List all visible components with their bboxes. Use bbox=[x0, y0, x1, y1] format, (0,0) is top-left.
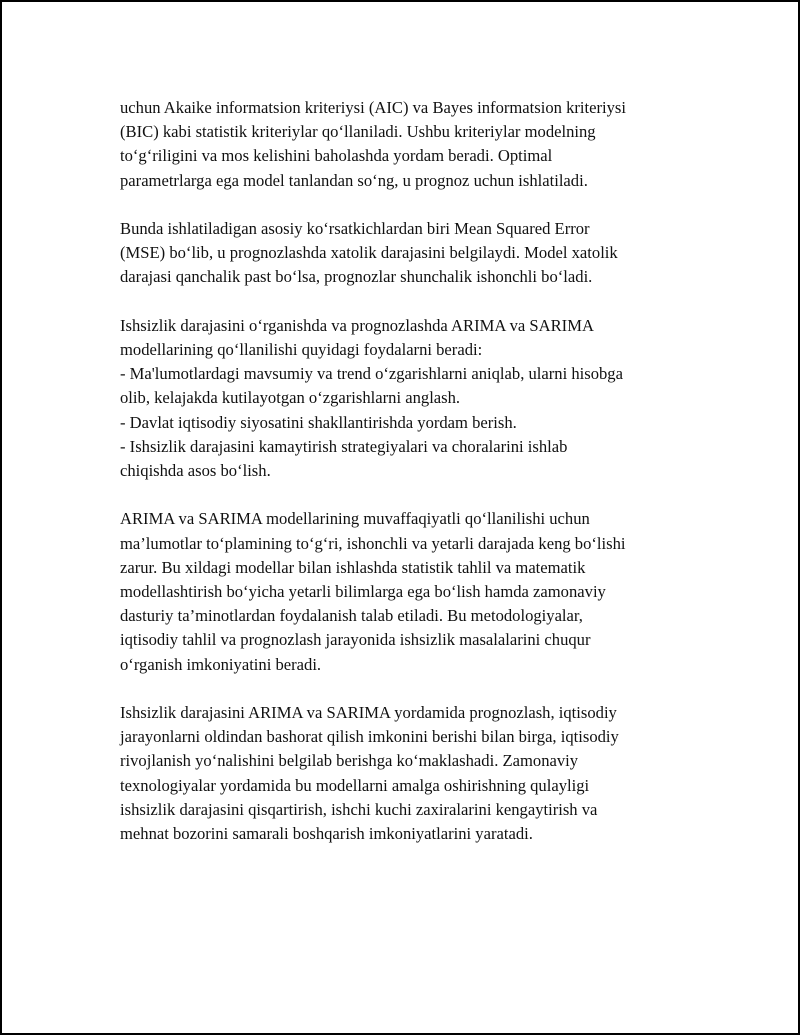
paragraph bbox=[120, 701, 690, 846]
text-line: (BIC) kabi statistik kriteriylar qo‘llaniladi. Ushbu kriteriylar modelning bbox=[120, 122, 596, 142]
text-line: ishsizlik darajasini qisqartirish, ishchi kuchi zaxiralarini kengaytirish va bbox=[120, 799, 598, 819]
paragraph bbox=[120, 96, 690, 193]
document-body bbox=[120, 96, 690, 870]
text-line: chiqishda asos bo‘lish. bbox=[120, 461, 271, 481]
text-line: olib, kelajakda kutilayotgan o‘zgarishlarni anglash. bbox=[120, 388, 461, 408]
text-line: texnologiyalar yordamida bu modellarni amalga oshirishning qulayligi bbox=[120, 775, 590, 795]
paragraph bbox=[120, 217, 690, 290]
text-line: darajasi qanchalik past bo‘lsa, prognozlar shunchalik ishonchli bo‘ladi. bbox=[120, 267, 593, 287]
text-line: ma’lumotlar to‘plamining to‘g‘ri, ishonchli va yetarli darajada keng bo‘lishi bbox=[120, 533, 626, 553]
text-line: to‘g‘riligini va mos kelishini baholashda yordam beradi. Optimal bbox=[120, 146, 553, 166]
paragraph bbox=[120, 507, 690, 676]
text-line: mehnat bozorini samarali boshqarish imkoniyatlarini yaratadi. bbox=[120, 824, 533, 844]
text-line: jarayonlarni oldindan bashorat qilish imkonini berishi bilan birga, iqtisodiy bbox=[120, 727, 619, 747]
text-line: - Ma'lumotlardagi mavsumiy va trend o‘zgarishlarni aniqlab, ularni hisobga bbox=[120, 364, 623, 384]
text-line: modellashtirish bo‘yicha yetarli bilimlarga ega bo‘lish hamda zamonaviy bbox=[120, 582, 606, 602]
text-line: parametrlarga ega model tanlandan so‘ng, u prognoz uchun ishlatiladi. bbox=[120, 170, 588, 190]
text-line: dasturiy ta’minotlardan foydalanish talab etiladi. Bu metodologiyalar, bbox=[120, 606, 583, 626]
text-line: o‘rganish imkoniyatini beradi. bbox=[120, 654, 322, 674]
text-line: Ishsizlik darajasini o‘rganishda va prognozlashda ARIMA va SARIMA bbox=[120, 315, 594, 335]
text-line: zarur. Bu xildagi modellar bilan ishlashda statistik tahlil va matematik bbox=[120, 557, 586, 577]
text-line: modellarining qo‘llanilishi quyidagi foydalarni beradi: bbox=[120, 340, 483, 359]
text-line: Ishsizlik darajasini ARIMA va SARIMA yordamida prognozlash, iqtisodiy bbox=[120, 703, 617, 723]
text-line: Bunda ishlatiladigan asosiy ko‘rsatkichlardan biri Mean Squared Error bbox=[120, 219, 590, 238]
text-line: ARIMA va SARIMA modellarining muvaffaqiyatli qo‘llanilishi uchun bbox=[120, 509, 590, 529]
text-line: - Davlat iqtisodiy siyosatini shakllantirishda yordam berish. bbox=[120, 412, 517, 432]
text-line: iqtisodiy tahlil va prognozlash jarayonida ishsizlik masalalarini chuqur bbox=[120, 630, 591, 650]
text-line: (MSE) bo‘lib, u prognozlashda xatolik darajasini belgilaydi. Model xatolik bbox=[120, 243, 618, 263]
text-line: - Ishsizlik darajasini kamaytirish strategiyalari va choralarini ishlab bbox=[120, 436, 568, 456]
text-line: uchun Akaike informatsion kriteriysi (AIC) va Bayes informatsion kriteriysi bbox=[120, 98, 627, 117]
text-line: rivojlanish yo‘nalishini belgilab berishga ko‘maklashadi. Zamonaviy bbox=[120, 751, 579, 771]
paragraph bbox=[120, 314, 690, 483]
